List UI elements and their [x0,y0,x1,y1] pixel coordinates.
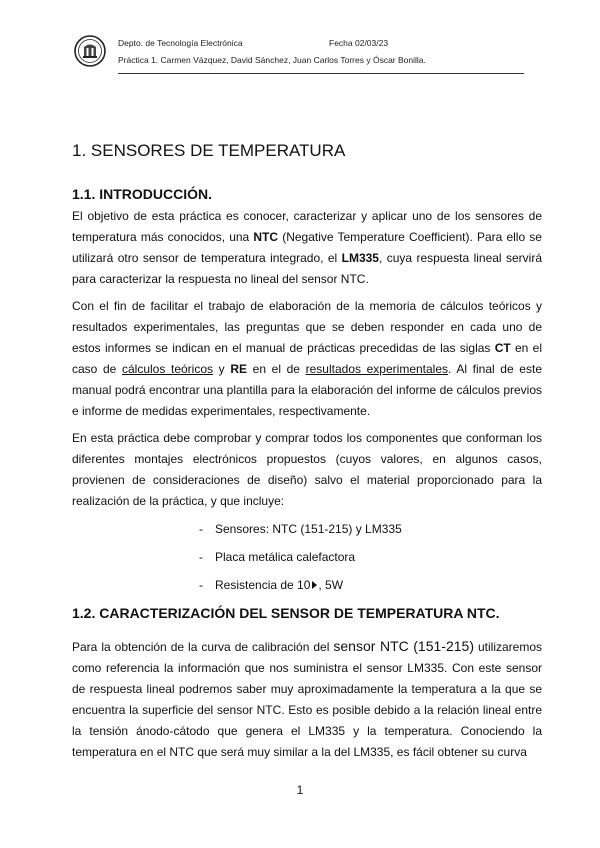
intro-paragraph-2: Con el fin de facilitar el trabajo de elaboración de la memoria de cálculos teóricos y resultados experimentales, las preguntas que se deben responder en cada uno de estos informes se indican en el manual de prácticas precedidas de las siglas CT en el caso de cálculos teóricos y RE en el de resultados experimentales. Al final de este manual podrá encontrar una plantilla para la elaboración del informe de cálculos previos e informe de medidas experimentales, respectivamente. [72,299,542,418]
page-number: 1 [296,783,304,797]
header-rule [118,73,524,74]
header-date: Fecha 02/03/23 [329,38,389,48]
intro-paragraph-1: El objetivo de esta práctica es conocer, caracterizar y aplicar uno de los sensores de temperatura más conocidos, una NTC (Negative Temperature Coefficient). Para ello se utilizará otro sensor de temperatura integrado, el LM335, cuya respuesta lineal servirá para caracterizar la respuesta no lineal del sensor NTC. [72,209,542,286]
list-item: - Sensores: NTC (151-215) y LM335 [199,522,402,536]
list-item: - Resistencia de 10 , 5W [199,578,344,592]
omega-symbol-icon [312,581,317,589]
header-department: Depto. de Tecnología Electrónica [118,38,243,48]
ntc-paragraph: Para la obtención de la curva de calibración del sensor NTC (151-215) utilizaremos como referencia la información que nos suministra el sensor LM335. Con este sensor de respuesta lineal podremos saber muy aproximadamente la temperatura a la que se encuentra la superficie del sensor NTC. Esto es posible debido a la relación lineal entre la tensión ánodo-cátodo que genera el LM335 y la temperatura. Conociendo la temperatura en el NTC que será muy similar a la del LM335, es fácil obtener su curva [72,638,542,759]
section-heading-caracterizacion: 1.2. CARACTERIZACIÓN DEL SENSOR DE TEMPERATURA NTC. [72,605,500,621]
university-seal-icon [74,35,106,67]
section-heading-introduccion: 1.1. INTRODUCCIÓN. [72,186,213,202]
intro-paragraph-3: En esta práctica debe comprobar y comprar todos los componentes que conforman los diferentes montajes electrónicos propuestos (cuyos valores, en algunos casos, provienen de consideraciones de diseño) salvo el material proporcionado para la realización de la práctica, y que incluye: [72,431,542,508]
page-title: 1. SENSORES DE TEMPERATURA [72,141,346,160]
list-item: - Placa metálica calefactora [199,550,356,564]
header-authors: Práctica 1. Carmen Vázquez, David Sánchez, Juan Carlos Torres y Óscar Bonilla. [118,55,426,65]
